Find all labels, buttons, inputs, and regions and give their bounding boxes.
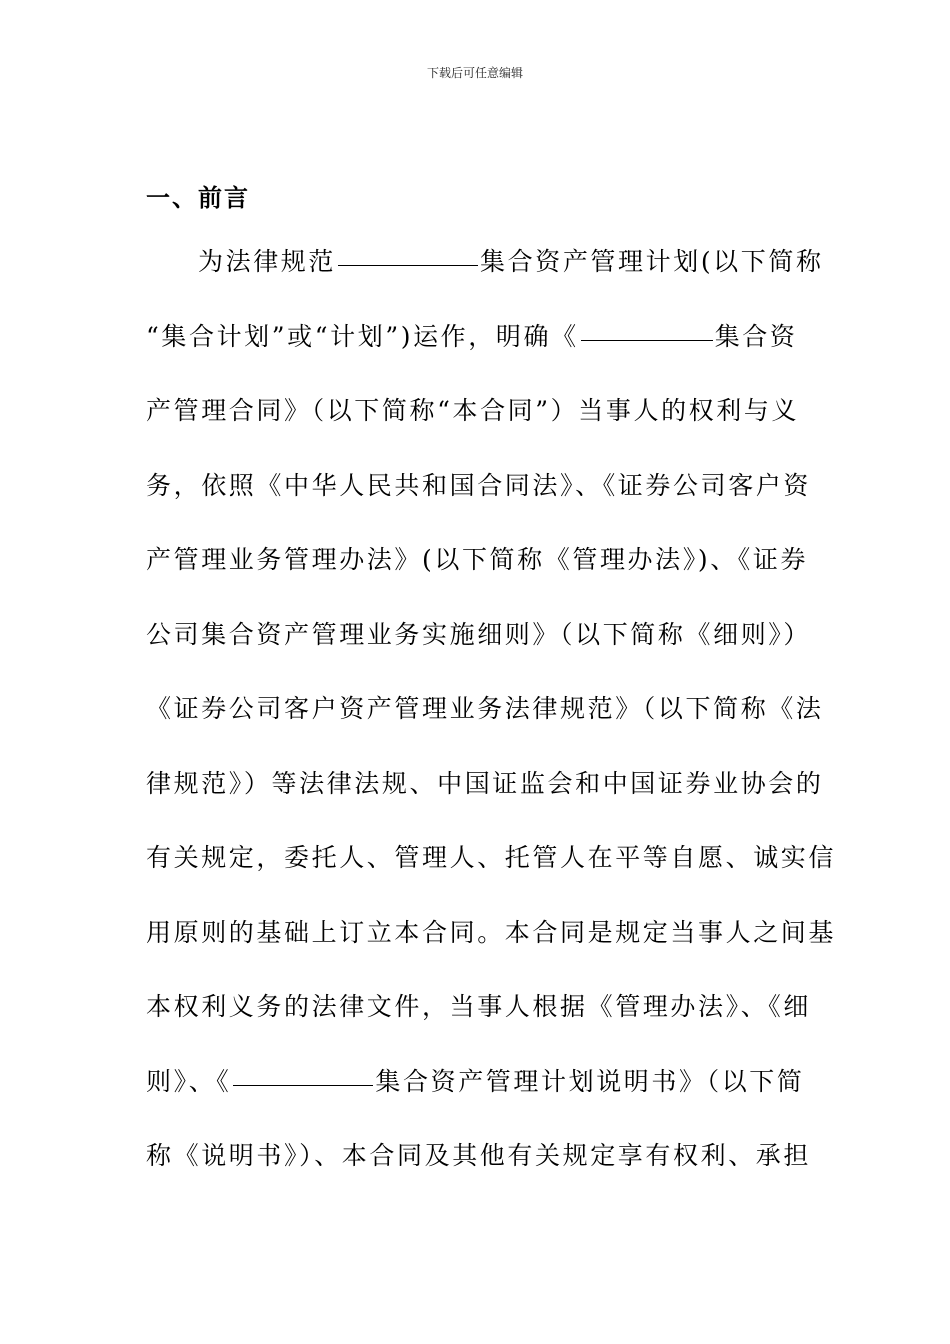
body-paragraph [146,232,837,1201]
fill-in-blank [581,339,713,341]
paragraph-line: 有关规定，委托人、管理人、托管人在平等自愿、诚实信 [146,843,837,872]
paragraph-line: 律规范》）等法律法规、中国证监会和中国证券业协会的 [146,768,824,798]
paragraph-line: 本权利义务的法律文件，当事人根据《管理办法》、《细 [146,992,812,1021]
text-segment: 集合资 [714,321,798,351]
paragraph-line: 《证券公司客户资产管理业务法律规范》（以下简称《法 [146,694,824,723]
paragraph-line [146,1052,806,1127]
paragraph-line [146,307,806,382]
text-segment: 则》、《 [146,1066,232,1096]
paragraph-line: 产管理业务管理办法》(以下简称《管理办法》)、《证券 [146,545,809,574]
section-title: 一、前言 [146,183,250,212]
fill-in-blank [338,264,478,266]
fill-in-blank [233,1084,373,1086]
page-header: 下载后可任意编辑 [426,66,523,80]
paragraph-line: 务，依照《中华人民共和国合同法》、《证券公司客户资 [146,470,812,500]
text-segment: 集合资产管理计划说明书》（以下简 [375,1066,805,1096]
paragraph-line: 产管理合同》（以下简称“本合同”）当事人的权利与义 [146,396,800,425]
text-segment: 为法律规范 [198,247,337,276]
text-segment: “集合计划”或“计划”)运作，明确《 [146,321,579,351]
text-segment: 集合资产管理计划(以下简称 [480,247,824,276]
paragraph-line: 公司集合资产管理业务实施细则》（以下简称《细则》） [146,619,812,649]
paragraph-line: 用原则的基础上订立本合同。本合同是规定当事人之间基 [146,917,837,947]
paragraph-line: 称《说明书》）、本合同及其他有关规定享有权利、承担 [146,1141,812,1170]
paragraph-line [146,232,824,307]
